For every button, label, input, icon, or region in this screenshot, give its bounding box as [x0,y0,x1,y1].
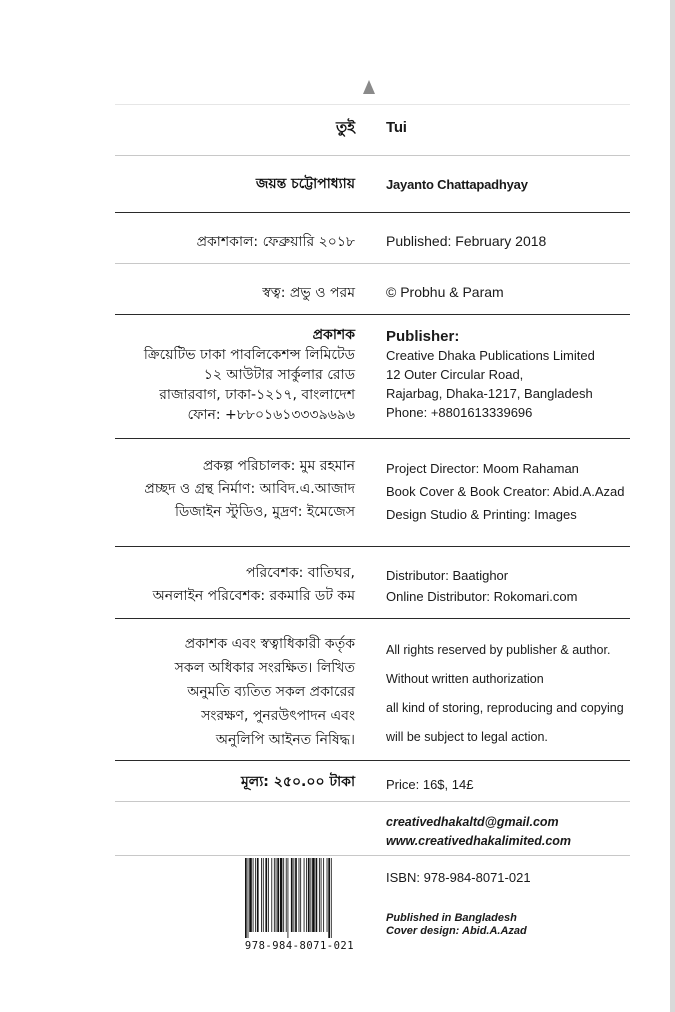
title-bn: তুই [335,118,355,136]
publisher-line-en: Phone: +8801613339696 [386,405,533,420]
triangle-marker-icon [363,80,375,94]
copyright-bn: স্বত্ব: প্রভু ও পরম [262,285,355,301]
publisher-heading-bn: প্রকাশক [312,327,355,343]
price-bn: মূল্য: ২৫০.০০ টাকা [241,774,355,790]
divider [115,104,630,105]
divider [115,212,630,213]
author-bn: জয়ন্ত চট্টোপাধ্যায় [255,176,355,192]
publisher-line-bn: ক্রিয়েটিভ ঢাকা পাবলিকেশন্স লিমিটেড [143,347,355,363]
rights-line-en: will be subject to legal action. [386,730,548,744]
published-in: Published in Bangladesh [386,912,517,924]
publisher-line-bn: ১২ আউটার সার্কুলার রোড [203,367,355,383]
publisher-line-en: Creative Dhaka Publications Limited [386,348,595,363]
divider [115,546,630,547]
cover-design-credit: Cover design: Abid.A.Azad [386,925,527,937]
title-en: Tui [386,119,407,136]
credits-bn [144,455,355,524]
distribution-line-bn: পরিবেশক: বাতিঘর, [245,565,355,581]
publisher-line-en: Rajarbag, Dhaka-1217, Bangladesh [386,386,593,401]
publisher-bn [144,325,355,425]
copyright-en: © Probhu & Param [386,284,504,300]
distribution-line-bn: অনলাইন পরিবেশক: রকমারি ডট কম [152,588,355,604]
divider [115,855,630,856]
divider [115,760,630,761]
publisher-line-bn: রাজারবাগ, ঢাকা-১২১৭, বাংলাদেশ [159,387,355,403]
published-en: Published: February 2018 [386,233,547,249]
rights-en [386,636,624,752]
divider [115,263,630,264]
footer-block [386,912,527,938]
divider [115,155,630,156]
barcode-icon [243,858,356,940]
page-edge [670,0,675,1012]
rights-line-bn: অনুমতি ব্যতিত সকল প্রকারের [187,684,355,700]
credits-en [386,457,624,526]
divider [115,618,630,619]
credit-line-bn: প্রকল্প পরিচালক: মুম রহমান [202,458,355,474]
contact-block [386,813,571,851]
distribution-line-en: Distributor: Baatighor [386,568,509,583]
rights-bn [175,632,355,752]
credit-line-en: Project Director: Moom Rahaman [386,461,579,476]
rights-line-en: All rights reserved by publisher & author. [386,643,611,657]
distribution-en [386,565,577,607]
rights-line-bn: সকল অধিকার সংরক্ষিত। লিখিত [174,660,355,676]
publisher-en [386,327,595,422]
rights-line-bn: প্রকাশক এবং স্বত্বাধিকারী কর্তৃক [184,636,355,652]
credit-line-bn: প্রচ্ছদ ও গ্রন্থ নির্মাণ: আবিদ.এ.আজাদ [144,481,355,497]
rights-line-en: all kind of storing, reproducing and copying [386,701,624,715]
publisher-heading-en: Publisher: [386,328,460,345]
barcode-number: 978-984-8071-021 [244,940,355,952]
credit-line-en: Design Studio & Printing: Images [386,507,577,522]
website-link[interactable]: www.creativedhakalimited.com [386,834,572,848]
divider [115,314,630,315]
rights-line-bn: সংরক্ষণ, পুনরউৎপাদন এবং [201,708,355,724]
divider [115,801,630,802]
email-link[interactable]: creativedhakaltd@gmail.com [386,815,559,829]
distribution-line-en: Online Distributor: Rokomari.com [386,589,578,604]
publisher-line-bn: ফোন: +৮৮০১৬১৩৩৩৯৬৯৬ [187,407,355,423]
divider [115,438,630,439]
credit-line-bn: ডিজাইন স্টুডিও, মুদ্রণ: ইমেজেস [175,504,355,520]
isbn-barcode [243,858,356,940]
credit-line-en: Book Cover & Book Creator: Abid.A.Azad [386,484,625,499]
distribution-bn [153,562,355,608]
author-en: Jayanto Chattapadhyay [386,177,528,192]
rights-line-en: Without written authorization [386,672,544,686]
published-bn: প্রকাশকাল: ফেব্রুয়ারি ২০১৮ [196,234,355,250]
rights-line-bn: অনুলিপি আইনত নিষিদ্ধ। [215,732,355,748]
isbn-label: ISBN: 978-984-8071-021 [386,870,531,885]
price-en: Price: 16$, 14£ [386,777,474,792]
publisher-line-en: 12 Outer Circular Road, [386,367,524,382]
